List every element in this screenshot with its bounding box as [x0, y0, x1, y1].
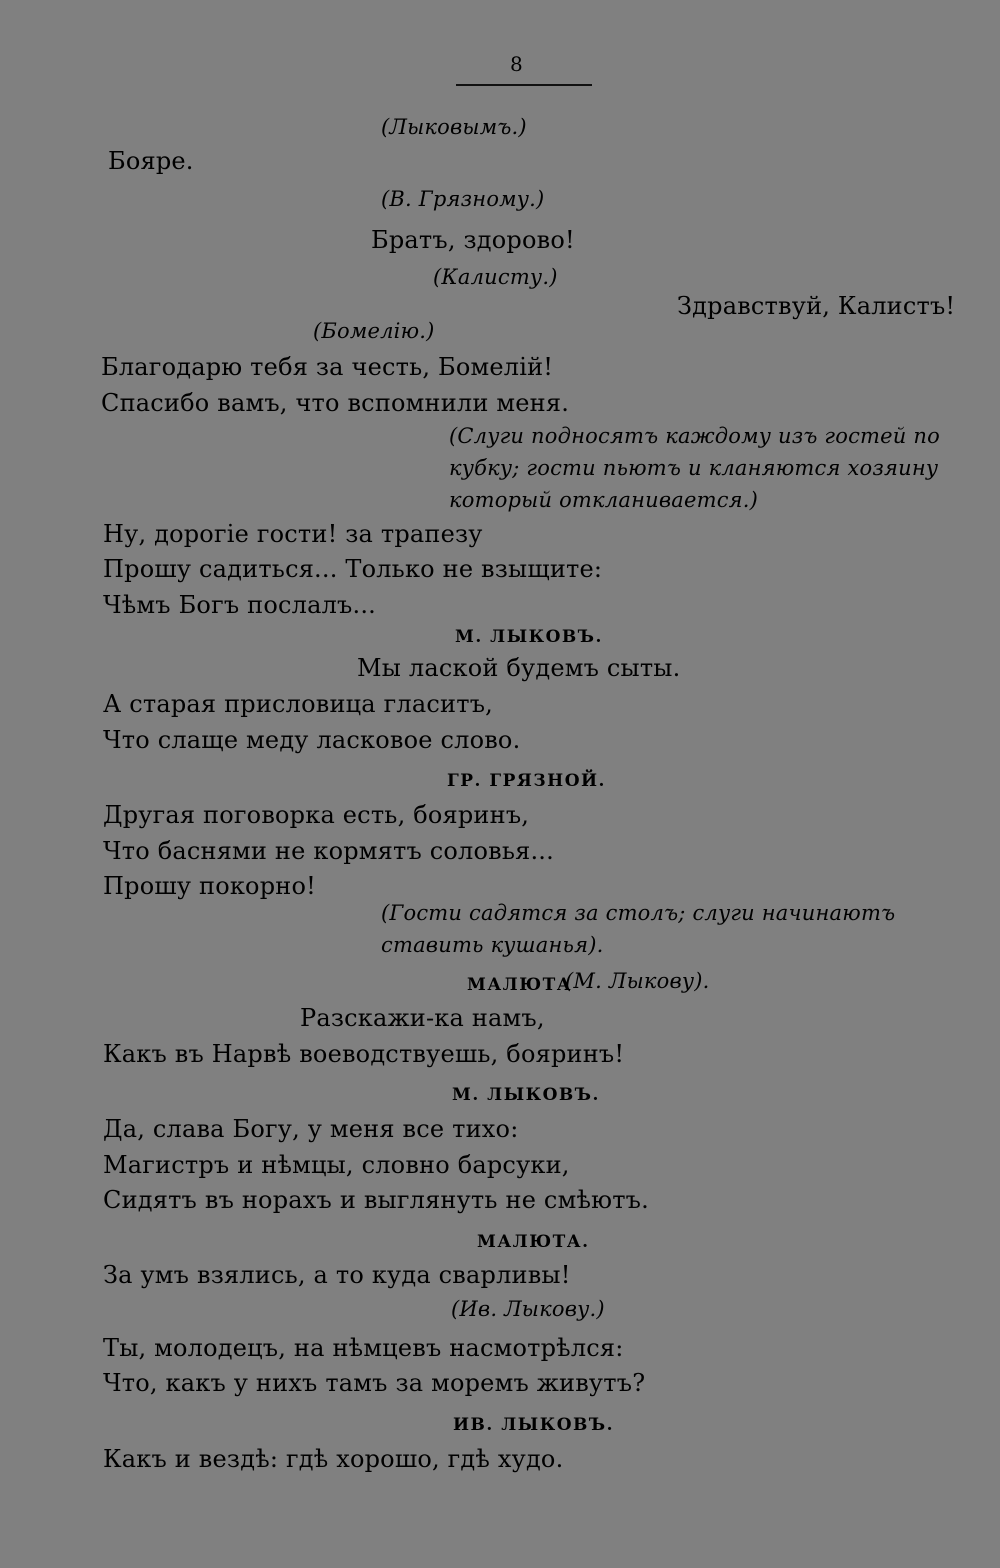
verse-line: Спасибо вамъ, что вспомнили меня.	[101, 389, 570, 417]
verse-line: Прошу садиться... Только не взыщите:	[103, 555, 603, 583]
stage-direction: (М. Лыкову).	[565, 969, 710, 993]
verse-line: Другая поговорка есть, бояринъ,	[103, 801, 530, 829]
speaker-name: ИВ. ЛЫКОВЪ.	[453, 1415, 615, 1435]
stage-direction: (В. Грязному.)	[381, 187, 545, 211]
verse-line: Братъ, здорово!	[371, 226, 575, 254]
verse-line: За умъ взялись, а то куда сварливы!	[103, 1261, 571, 1289]
verse-line: Что баснями не кормятъ соловья...	[103, 837, 554, 865]
verse-line: А старая присловица гласитъ,	[103, 690, 493, 718]
verse-line: Какъ въ Нарвѣ воеводствуешь, бояринъ!	[103, 1040, 625, 1068]
verse-line: Сидятъ въ норахъ и выглянуть не смѣютъ.	[103, 1186, 649, 1214]
verse-line: Благодарю тебя за честь, Бомелій!	[101, 353, 554, 381]
header-rule	[456, 84, 592, 86]
stage-direction: (Гости садятся за столъ; слуги начинаютъ	[381, 901, 896, 925]
stage-direction: (Бомелію.)	[313, 319, 435, 343]
verse-line: Здравствуй, Калистъ!	[677, 292, 956, 320]
stage-direction: ставить кушанья).	[381, 933, 604, 957]
speaker-name: МАЛЮТА.	[477, 1232, 590, 1252]
stage-direction: (Лыковымъ.)	[381, 115, 527, 139]
verse-line: Бояре.	[108, 147, 194, 175]
verse-line: Разскажи-ка намъ,	[300, 1004, 545, 1032]
stage-direction: кубку; гости пьютъ и кланяются хозяину	[449, 456, 939, 480]
verse-line: Мы лаской будемъ сыты.	[357, 654, 681, 682]
verse-line: Магистръ и нѣмцы, словно барсуки,	[103, 1151, 570, 1179]
stage-direction: который откланивается.)	[449, 488, 759, 512]
stage-direction: (Слуги подносятъ каждому изъ гостей по	[449, 424, 940, 448]
verse-line: Что слаще меду ласковое слово.	[103, 726, 521, 754]
speaker-name: МАЛЮТА	[467, 975, 573, 995]
verse-line: Какъ и вездѣ: гдѣ хорошо, гдѣ худо.	[103, 1445, 564, 1473]
stage-direction: (Калисту.)	[433, 265, 558, 289]
speaker-name: ГР. ГРЯЗНОЙ.	[447, 771, 606, 791]
speaker-name: М. ЛЫКОВЪ.	[455, 627, 603, 647]
verse-line: Чѣмъ Богъ послалъ...	[103, 591, 376, 619]
stage-direction: (Ив. Лыкову.)	[451, 1297, 605, 1321]
verse-line: Да, слава Богу, у меня все тихо:	[103, 1115, 519, 1143]
verse-line: Ну, дорогіе гости! за трапезу	[103, 520, 483, 548]
verse-line: Что, какъ у нихъ тамъ за моремъ живутъ?	[103, 1369, 646, 1397]
speaker-name: М. ЛЫКОВЪ.	[452, 1085, 600, 1105]
verse-line: Прошу покорно!	[103, 872, 316, 900]
page-number: 8	[510, 52, 523, 76]
verse-line: Ты, молодецъ, на нѣмцевъ насмотрѣлся:	[103, 1334, 624, 1362]
